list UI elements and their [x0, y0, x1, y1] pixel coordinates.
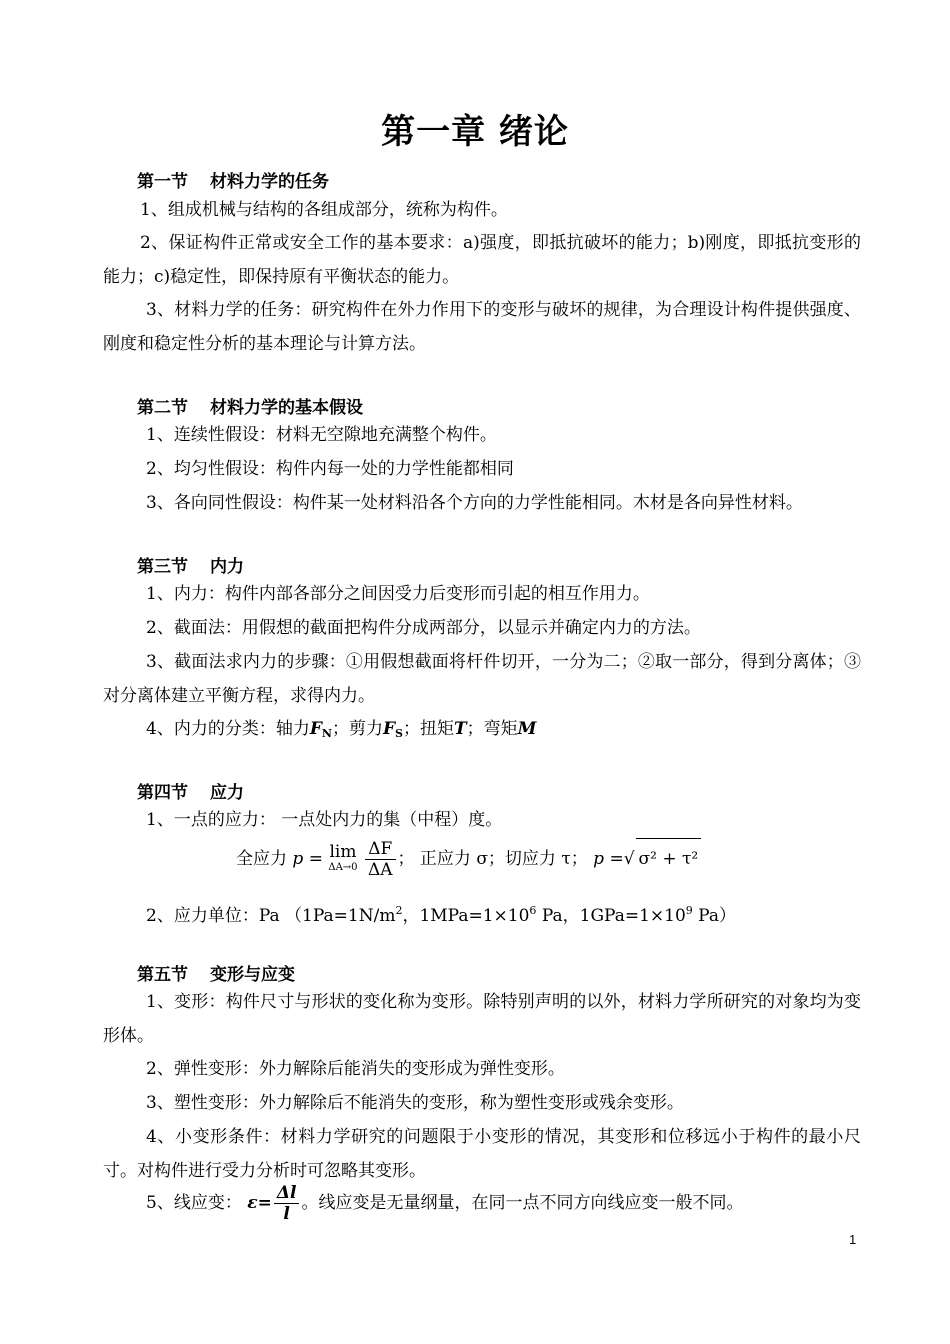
fraction: $\frac{\Delta F}{\Delta A}$: [365, 839, 396, 880]
paragraph: 3、塑性变形：外力解除后不能消失的变形，称为塑性变形或残余变形。: [146, 1093, 684, 1113]
paragraph: 1、组成机械与结构的各组成部分，统称为构件。: [140, 200, 508, 220]
limit-operator: lim ΔA→0: [328, 841, 358, 873]
section-heading-1: [137, 167, 329, 192]
sqrt-icon: √: [623, 849, 635, 869]
fraction: $\frac{\Delta l}{l}$: [274, 1183, 300, 1224]
section-heading-4: [137, 778, 244, 803]
section-heading-5: [137, 960, 295, 985]
chapter-title: 第一章 绪论: [381, 112, 569, 152]
section-number: 第四节: [137, 783, 188, 803]
paragraph: 2、截面法：用假想的截面把构件分成两部分，以显示并确定内力的方法。: [146, 618, 701, 638]
paragraph: 2、保证构件正常或安全工作的基本要求：a)强度，即抵抗破坏的能力；b)刚度，即抵抗变形的能力；c)稳定性，即保持原有平衡状态的能力。: [103, 233, 861, 287]
page-number: 1: [849, 1232, 857, 1247]
paragraph: 1、连续性假设：材料无空隙地充满整个构件。: [146, 425, 497, 445]
section-title: 应力: [210, 783, 244, 803]
paragraph: 3、各向同性假设：构件某一处材料沿各个方向的力学性能相同。木材是各向异性材料。: [146, 493, 803, 513]
paragraph: 3、材料力学的任务：研究构件在外力作用下的变形与破坏的规律，为合理设计构件提供强度、刚度和稳定性分析的基本理论与计算方法。: [103, 300, 861, 354]
paragraph: 4、小变形条件：材料力学研究的问题限于小变形的情况，其变形和位移远小于构件的最小尺寸。对构件进行受力分析时可忽略其变形。: [103, 1127, 861, 1181]
paragraph: 1、内力：构件内部各部分之间因受力后变形而引起的相互作用力。: [146, 584, 650, 604]
section-title: 材料力学的任务: [210, 172, 329, 192]
section-heading-2: [137, 393, 363, 418]
section-number: 第一节: [137, 172, 188, 192]
section-title: 内力: [210, 557, 244, 577]
stress-formula: 全应力 p = lim ΔA→0 $\frac{\Delta F}{\Delta A}$ ； 正应力 σ；切应力 τ； p =√ σ² + τ²: [236, 838, 701, 880]
section-title: 变形与应变: [210, 965, 295, 985]
paragraph: 3、截面法求内力的步骤：①用假想截面将杆件切开，一分为二；②取一部分，得到分离体；③对分离体建立平衡方程，求得内力。: [103, 652, 861, 706]
section-title: 材料力学的基本假设: [210, 398, 363, 418]
paragraph: 1、一点的应力： 一点处内力的集（中程）度。: [146, 810, 503, 830]
paragraph: 1、变形：构件尺寸与形状的变化称为变形。除特别声明的以外，材料力学所研究的对象均为变形体。: [103, 992, 861, 1046]
linear-strain: 5、线应变： ε= $\frac{\Delta l}{l}$ 。线应变是无量纲量，在同一点不同方向线应变一般不同。: [146, 1183, 744, 1224]
section-number: 第五节: [137, 965, 188, 985]
section-number: 第三节: [137, 557, 188, 577]
stress-units: 2、应力单位：Pa （$1Pa=1N/m^2$，$1MPa=1\times 10^6$ Pa，$1GPa=1\times 10^9$ Pa）: [146, 904, 736, 926]
paragraph: 2、弹性变形：外力解除后能消失的变形成为弹性变形。: [146, 1059, 565, 1079]
internal-force-types: 4、内力的分类：轴力$F_N$；剪力$F_S$；扭矩T；弯矩M: [146, 719, 537, 740]
section-number: 第二节: [137, 398, 188, 418]
section-heading-3: [137, 552, 244, 577]
paragraph: 2、均匀性假设：构件内每一处的力学性能都相同: [146, 459, 514, 479]
